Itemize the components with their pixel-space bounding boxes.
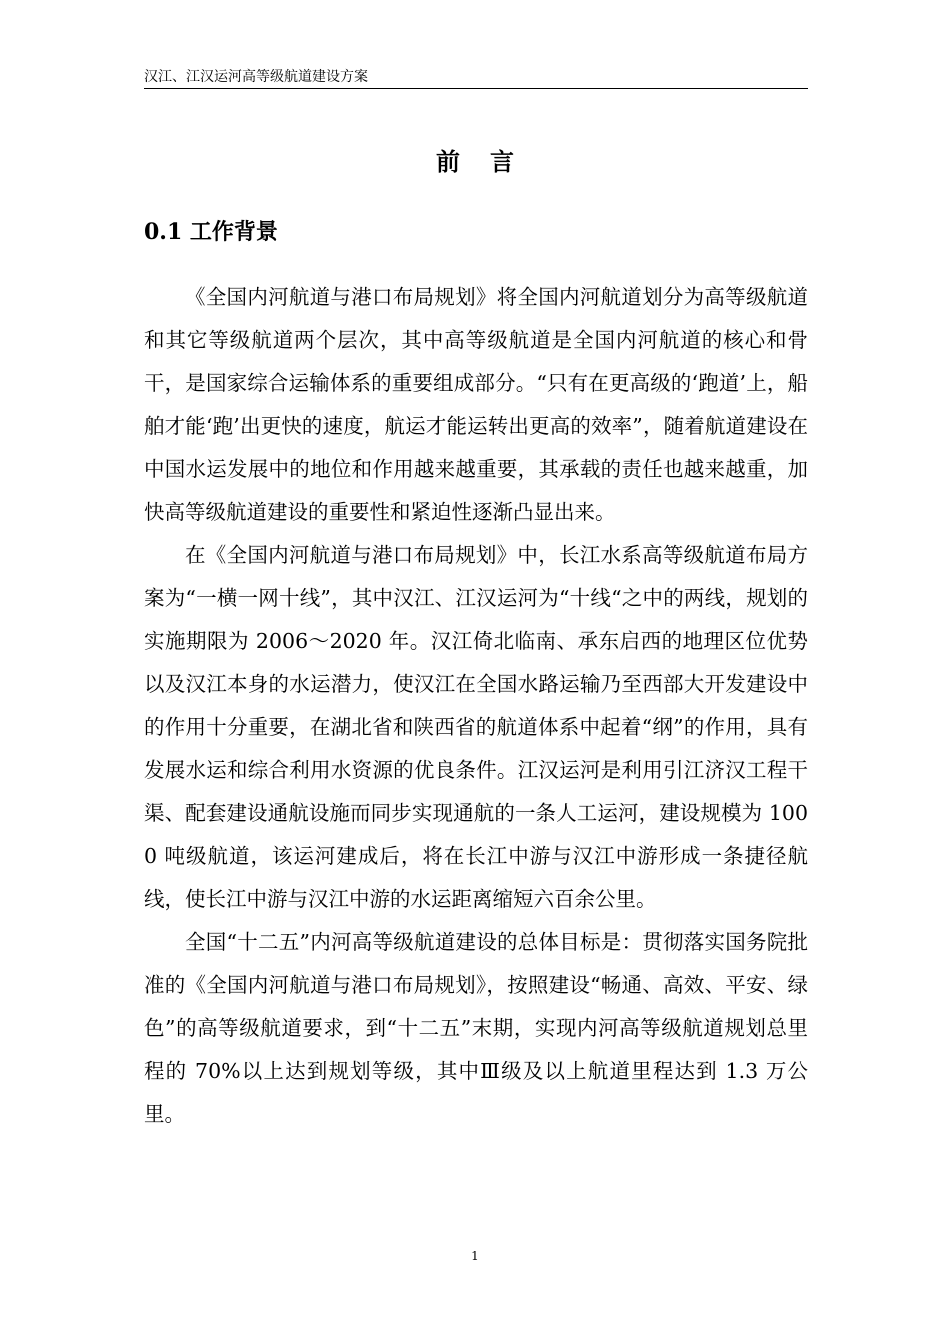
page-title: 前言 (436, 147, 544, 176)
paragraph-3: 全国“十二五”内河高等级航道建设的总体目标是：贯彻落实国务院批准的《全国内河航道与港口布局规划》，按照建设“畅通、高效、平安、绿色”的高等级航道要求，到“十二五”末期，实现内河高等级航道规划总里程的 70%以上达到规划等级，其中Ⅲ级及以上航道里程达到 1.3 万公里。 (144, 930, 808, 1126)
running-header: 汉江、江汉运河高等级航道建设方案 (144, 69, 368, 85)
paragraph-2: 在《全国内河航道与港口布局规划》中，长江水系高等级航道布局方案为“一横一网十线”，其中汉江、江汉运河为“十线“之中的两线，规划的实施期限为 2006～2020 年。汉江倚北临南、承东启西的地理区位优势以及汉江本身的水运潜力，使汉江在全国水路运输乃至西部大开发建设中的作用十分重要，在湖北省和陕西省的航道体系中起着“纲”的作用，具有发展水运和综合利用水资源的优良条件。江汉运河是利用引江济汉工程干渠、配套建设通航设施而同步实现通航的一条人工运河，建设规模为 1000 吨级航道，该运河建成后，将在长江中游与汉江中游形成一条捷径航线，使长江中游与汉江中游的水运距离缩短六百余公里。 (144, 543, 808, 911)
paragraph-1: 《全国内河航道与港口布局规划》将全国内河航道划分为高等级航道和其它等级航道两个层次，其中高等级航道是全国内河航道的核心和骨干，是国家综合运输体系的重要组成部分。“只有在更高级的‘跑道’上，船舶才能‘跑’出更快的速度，航运才能运转出更高的效率”，随着航道建设在中国水运发展中的地位和作用越来越重要，其承载的责任也越来越重，加快高等级航道建设的重要性和紧迫性逐渐凸显出来。 (144, 285, 808, 524)
header-rule (144, 88, 808, 89)
page-number: 1 (471, 1249, 479, 1263)
section-heading: 0.1 工作背景 (144, 219, 278, 245)
body-text (144, 276, 808, 1136)
